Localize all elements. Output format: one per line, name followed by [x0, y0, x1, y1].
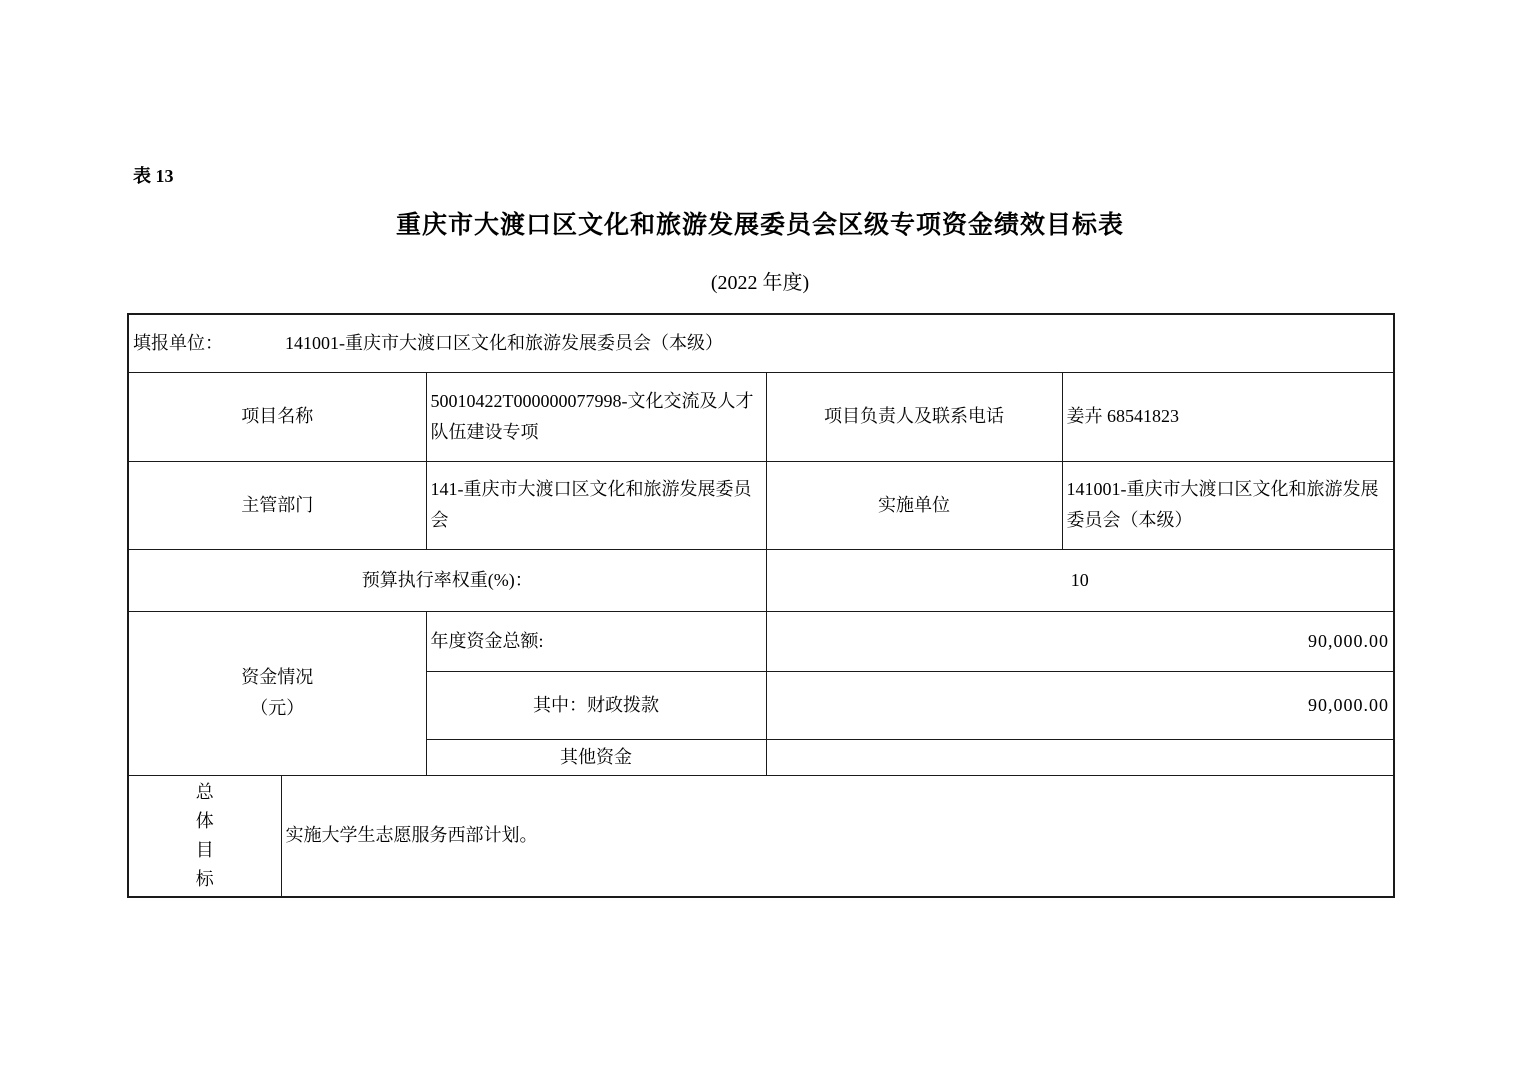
document-title: 重庆市大渡口区文化和旅游发展委员会区级专项资金绩效目标表 [395, 211, 1124, 239]
performance-target-table [127, 313, 1395, 898]
overall-goal-label-cell [128, 775, 281, 897]
fiscal-allocation-label: 其中：财政拨款 [426, 671, 766, 739]
supervising-dept-value: 141-重庆市大渡口区文化和旅游发展委员会 [426, 461, 766, 549]
table-number: 表 13 [133, 166, 174, 186]
document-subtitle: (2022 年度) [710, 272, 810, 294]
other-funds-value [766, 739, 1394, 775]
row-budget-execution-weight [128, 549, 1394, 611]
row-overall-goal [128, 775, 1394, 897]
funds-section-label [128, 611, 426, 775]
supervising-dept-label: 主管部门 [128, 461, 426, 549]
fiscal-allocation-value: 90,000.00 [766, 671, 1394, 739]
budget-execution-weight-value: 10 [766, 549, 1394, 611]
project-manager-label: 项目负责人及联系电话 [766, 372, 1062, 461]
reporting-unit-label: 填报单位： [133, 332, 223, 353]
reporting-unit-cell [128, 314, 1394, 372]
funds-label-line2: （元） [250, 698, 305, 718]
project-manager-value: 姜卉 68541823 [1062, 372, 1394, 461]
row-supervising-dept [128, 461, 1394, 549]
project-name-label: 项目名称 [128, 372, 426, 461]
overall-goal-label: 总体目标 [195, 781, 214, 889]
row-annual-total [128, 611, 1394, 671]
implementing-unit-value: 141001-重庆市大渡口区文化和旅游发展委员会（本级） [1062, 461, 1394, 549]
project-name-value: 50010422T000000077998-文化交流及人才队伍建设专项 [426, 372, 766, 461]
reporting-unit-value: 141001-重庆市大渡口区文化和旅游发展委员会（本级） [285, 332, 723, 353]
row-project-name [128, 372, 1394, 461]
annual-total-label: 年度资金总额: [426, 611, 766, 671]
funds-label-line1: 资金情况 [241, 667, 314, 687]
row-reporting-unit [128, 314, 1394, 372]
other-funds-label: 其他资金 [426, 739, 766, 775]
overall-goal-value: 实施大学生志愿服务西部计划。 [281, 775, 1394, 897]
budget-execution-weight-label: 预算执行率权重(%)： [128, 549, 766, 611]
implementing-unit-label: 实施单位 [766, 461, 1062, 549]
annual-total-value: 90,000.00 [766, 611, 1394, 671]
